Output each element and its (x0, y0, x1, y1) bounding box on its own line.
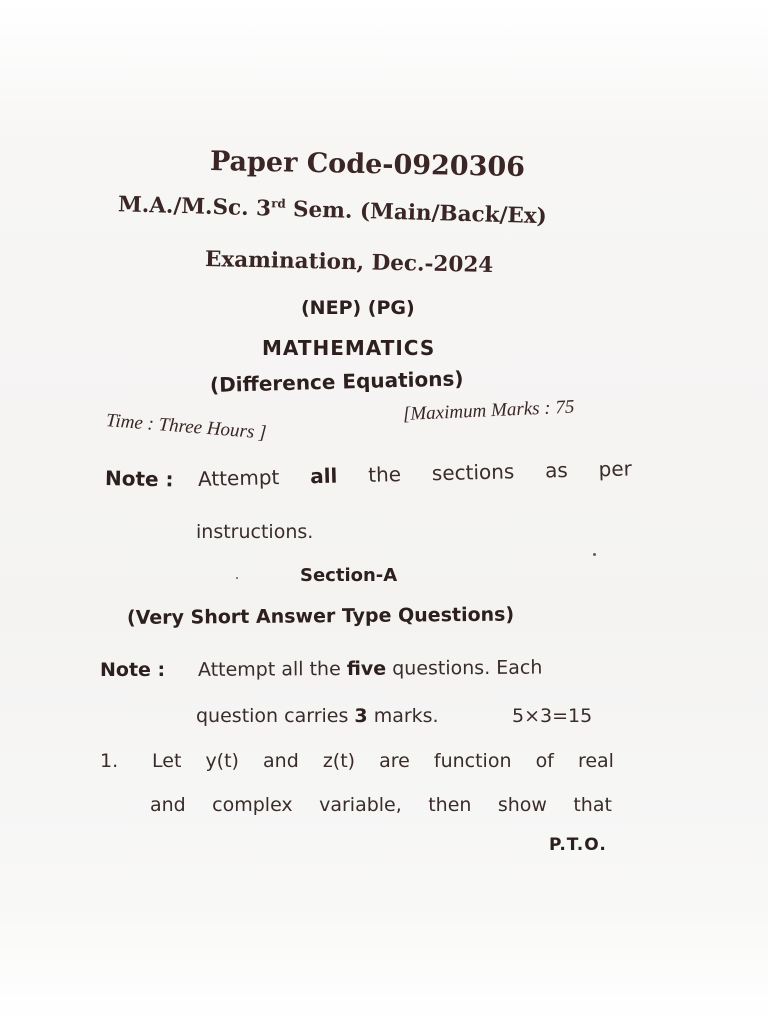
question-word: that (573, 794, 612, 816)
paper-code-heading: Paper Code-0920306 (209, 146, 526, 184)
course-suffix: Sem. (Main/Back/Ex) (285, 196, 548, 230)
note-label-general: Note : (104, 466, 174, 492)
ink-speck (236, 577, 238, 579)
question-number: 1. (100, 750, 119, 772)
note-section-a-line-1 (198, 657, 543, 681)
note-general-line-2: instructions. (196, 521, 314, 543)
note-word: the (367, 462, 402, 487)
note-word: per (598, 456, 633, 482)
note-word-emphasis: all (309, 463, 338, 489)
note-section-a-line-2 (196, 705, 439, 727)
time-allowed: Time : Three Hours ] (105, 410, 268, 444)
question-1-line-2 (150, 794, 612, 816)
ink-speck (593, 553, 596, 556)
scheme-line: (NEP) (PG) (301, 297, 415, 319)
question-word: Let (152, 750, 182, 772)
question-word: function (433, 750, 512, 772)
course-line (118, 192, 547, 229)
examination-line: Examination, Dec.-2024 (204, 247, 494, 279)
note-word: Attempt (197, 465, 280, 491)
note-general-line-1 (198, 456, 632, 491)
note-text: marks. (367, 705, 439, 727)
question-word: then (428, 794, 472, 816)
note-word: sections (431, 459, 515, 486)
question-word: and (150, 794, 186, 816)
course-prefix: M.A./M.Sc. 3 (117, 192, 272, 222)
question-word: z(t) (322, 750, 356, 772)
question-word: real (577, 750, 614, 772)
question-word: complex (212, 794, 293, 816)
note-text: question carries (196, 705, 355, 727)
section-subtitle: (Very Short Answer Type Questions) (126, 603, 515, 629)
note-text: Attempt all the (197, 657, 347, 681)
subject-title: MATHEMATICS (262, 336, 436, 360)
marks-formula: 5×3=15 (512, 705, 593, 727)
page-turn-marker: P.T.O. (549, 835, 607, 855)
question-1-line-1 (152, 750, 614, 772)
note-label-section-a: Note : (100, 659, 166, 681)
note-word: as (544, 457, 569, 483)
course-ordinal-suffix: rd (271, 196, 286, 211)
maximum-marks: [Maximum Marks : 75 (402, 396, 575, 425)
question-word: of (535, 750, 554, 772)
question-word: are (379, 750, 410, 772)
paper-title: (Difference Equations) (209, 366, 464, 397)
section-title: Section-A (300, 565, 398, 586)
question-word: and (263, 750, 299, 772)
question-word: y(t) (205, 750, 239, 772)
question-word: variable, (319, 794, 402, 816)
question-word: show (497, 794, 547, 816)
note-text-emphasis: five (346, 657, 387, 680)
note-text: questions. Each (386, 656, 543, 680)
note-text-emphasis: 3 (354, 705, 368, 727)
